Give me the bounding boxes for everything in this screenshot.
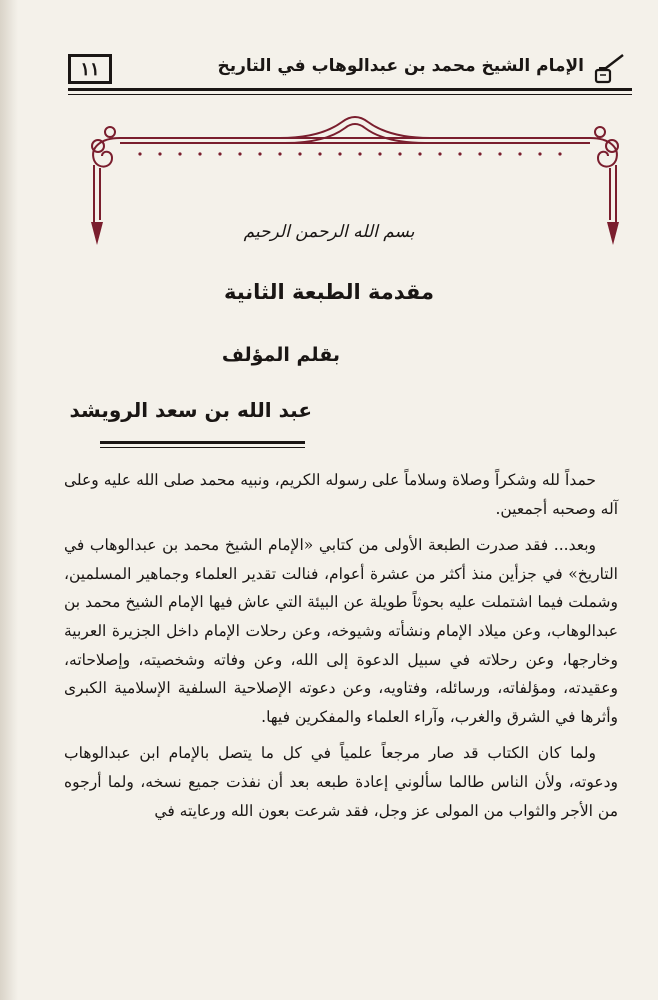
running-title: الإمام الشيخ محمد بن عبدالوهاب في التاريخ: [217, 56, 584, 76]
author-underline: [100, 441, 305, 444]
paragraph: ولما كان الكتاب قد صار مرجعاً علمياً في كل ما يتصل بالإمام ابن عبدالوهاب ودعوته، ولأن الناس طالما سألوني إعادة طبعه بعد أن نفذت جميع نسخه، ولما أرجوه من الأجر والثواب من المولى عز وجل، فقد شرعت بعون الله ورعايته في: [64, 744, 618, 820]
basmala: بسم الله الرحمن الرحيم: [243, 222, 415, 242]
body-text: [64, 466, 618, 833]
page-header: [62, 50, 632, 96]
author-underline-thin: [100, 447, 305, 448]
paragraph: حمداً لله وشكراً وصلاة وسلاماً على رسوله الكريم، ونبيه محمد صلى الله عليه وعلى آله وصحبه أجمعين.: [64, 471, 618, 518]
page-number: ١١: [68, 54, 112, 84]
paragraph: وبعد... فقد صدرت الطبعة الأولى من كتابي «الإمام الشيخ محمد بن عبدالوهاب في التاريخ» في جزأين منذ أكثر من عشرة أعوام، فنالت تقدير العلماء وجماهير المسلمين، وشملت فيما اشتملت عليه بحوثاً طويلة عن البيئة التي عاش فيها الإمام الشيخ محمد بن عبدالوهاب، وعن ميلاد الإمام ونشأته وشيوخه، وعن رحلات الإمام داخل الجزيرة العربية وخارجها، وعن رحلاته في سبيل الدعوة إلى الله، وعن وفاته وشخصيته، وإصلاحاته، وعقيدته، ومؤلفاته، ورسائله، وفتاويه، وعن دعوته الإصلاحية السلفية الإسلامية الكبرى وأثرها في الشرق والغرب، وآراء العلماء والمفكرين فيها.: [64, 536, 618, 726]
author-name: عبد الله بن سعد الرويشد: [69, 398, 312, 422]
by-author-label: بقلم المؤلف: [221, 344, 340, 366]
header-rule: [68, 88, 632, 91]
header-rule-thin: [68, 94, 632, 95]
page-gutter-shadow: [0, 0, 18, 1000]
section-title: مقدمة الطبعة الثانية: [223, 280, 435, 304]
pen-inkwell-icon: [592, 52, 626, 86]
